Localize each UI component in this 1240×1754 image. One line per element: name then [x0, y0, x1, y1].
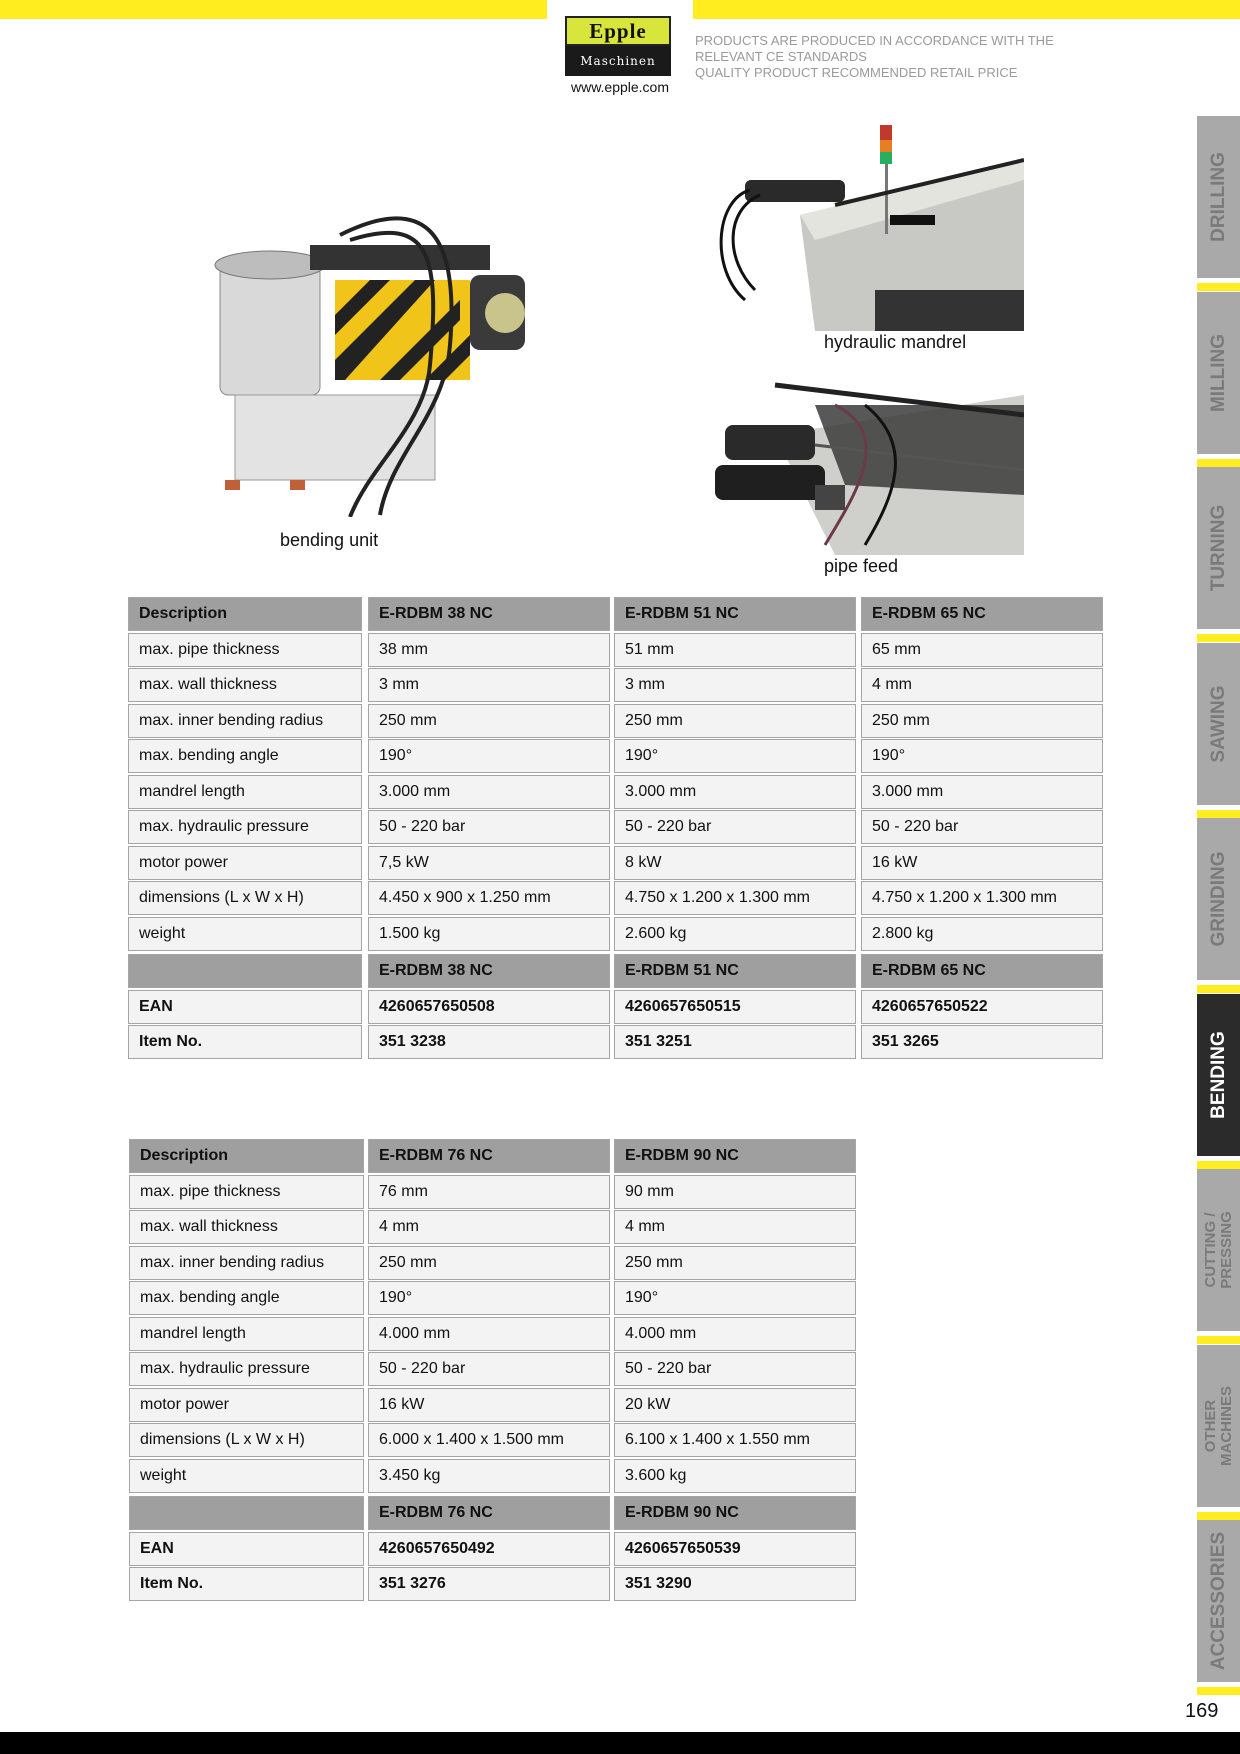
spec-value: 4.750 x 1.200 x 1.300 mm — [861, 881, 1103, 915]
model-header: E-RDBM 38 NC — [368, 597, 610, 631]
spec-value: 190° — [368, 739, 610, 773]
pipe-feed-illustration — [715, 375, 1024, 555]
spec-value: 90 mm — [614, 1175, 856, 1209]
item-no-value: 351 3238 — [368, 1025, 610, 1059]
spec-label: max. inner bending radius — [129, 1246, 364, 1280]
logo-sub: Maschinen — [565, 46, 671, 76]
notice-line: RELEVANT CE STANDARDS — [695, 49, 867, 64]
spec-label: weight — [129, 1459, 364, 1493]
tab-accessories[interactable] — [1197, 1520, 1240, 1682]
model-order-header: E-RDBM 90 NC — [614, 1496, 856, 1530]
tab-turning[interactable] — [1197, 467, 1240, 629]
spec-value: 4.000 mm — [368, 1317, 610, 1351]
spec-value: 4 mm — [861, 668, 1103, 702]
spec-label: max. pipe thickness — [128, 633, 362, 667]
hydraulic-mandrel-photo — [715, 120, 1024, 331]
spec-value: 50 - 220 bar — [368, 810, 610, 844]
tab-other-machines[interactable] — [1197, 1345, 1240, 1507]
spec-label: max. bending angle — [128, 739, 362, 773]
spec-value: 76 mm — [368, 1175, 610, 1209]
spec-value: 190° — [614, 1281, 856, 1315]
notice-line: QUALITY PRODUCT RECOMMENDED RETAIL PRICE — [695, 65, 1018, 80]
spec-value: 4.450 x 900 x 1.250 mm — [368, 881, 610, 915]
spec-label: max. inner bending radius — [128, 704, 362, 738]
spec-value: 3.000 mm — [368, 775, 610, 809]
top-yellow-bar-right — [693, 0, 1240, 19]
spec-label: motor power — [128, 846, 362, 880]
tab-drilling[interactable] — [1197, 116, 1240, 278]
model-order-header: E-RDBM 51 NC — [614, 954, 856, 988]
bending-unit-caption: bending unit — [280, 530, 379, 550]
page-number: 169 — [1185, 1700, 1219, 1722]
tab-label: BENDING — [1207, 1031, 1229, 1119]
description-header: Description — [128, 597, 362, 631]
tab-label: GRINDING — [1207, 851, 1229, 947]
order-header-blank — [128, 954, 362, 988]
spec-value: 65 mm — [861, 633, 1103, 667]
model-header: E-RDBM 90 NC — [614, 1139, 856, 1173]
tab-label: OTHER MACHINES — [1201, 1385, 1235, 1467]
spec-value: 250 mm — [614, 704, 856, 738]
tab-sawing[interactable] — [1197, 643, 1240, 805]
spec-value: 7,5 kW — [368, 846, 610, 880]
hydraulic-mandrel-caption: hydraulic mandrel — [824, 332, 967, 352]
tab-label: DRILLING — [1207, 152, 1229, 242]
spec-value: 3.000 mm — [861, 775, 1103, 809]
ean-value: 4260657650515 — [614, 990, 856, 1024]
spec-value: 51 mm — [614, 633, 856, 667]
spec-value: 4.000 mm — [614, 1317, 856, 1351]
notice-line: PRODUCTS ARE PRODUCED IN ACCORDANCE WITH THE — [695, 33, 1054, 48]
spec-value: 190° — [368, 1281, 610, 1315]
tab-label: TURNING — [1207, 504, 1229, 592]
pipe-feed-caption: pipe feed — [824, 556, 899, 576]
spec-value: 50 - 220 bar — [614, 810, 856, 844]
spec-value: 250 mm — [614, 1246, 856, 1280]
item-no-label: Item No. — [128, 1025, 362, 1059]
spec-value: 3 mm — [614, 668, 856, 702]
tab-label: MILLING — [1207, 333, 1229, 413]
ce-notice — [695, 33, 1075, 81]
spec-label: max. wall thickness — [129, 1210, 364, 1244]
spec-value: 4 mm — [614, 1210, 856, 1244]
item-no-label: Item No. — [129, 1567, 364, 1601]
spec-label: mandrel length — [128, 775, 362, 809]
spec-label: max. wall thickness — [128, 668, 362, 702]
spec-label: dimensions (L x W x H) — [128, 881, 362, 915]
spec-value: 6.100 x 1.400 x 1.550 mm — [614, 1423, 856, 1457]
spec-value: 3.450 kg — [368, 1459, 610, 1493]
spec-value: 190° — [861, 739, 1103, 773]
item-no-value: 351 3276 — [368, 1567, 610, 1601]
spec-value: 2.800 kg — [861, 917, 1103, 951]
spec-value: 38 mm — [368, 633, 610, 667]
top-yellow-bar-left — [0, 0, 547, 19]
epple-logo — [565, 16, 675, 100]
tab-cutting-pressing[interactable] — [1197, 1169, 1240, 1331]
spec-value: 250 mm — [861, 704, 1103, 738]
spec-value: 50 - 220 bar — [368, 1352, 610, 1386]
pipe-feed-photo — [715, 375, 1024, 555]
description-header: Description — [129, 1139, 364, 1173]
spec-value: 3.000 mm — [614, 775, 856, 809]
ean-value: 4260657650539 — [614, 1532, 856, 1566]
spec-value: 190° — [614, 739, 856, 773]
spec-value: 16 kW — [861, 846, 1103, 880]
spec-value: 50 - 220 bar — [614, 1352, 856, 1386]
tab-bending[interactable] — [1197, 994, 1240, 1156]
spec-value: 8 kW — [614, 846, 856, 880]
spec-value: 4.750 x 1.200 x 1.300 mm — [614, 881, 856, 915]
spec-label: mandrel length — [129, 1317, 364, 1351]
ean-label: EAN — [128, 990, 362, 1024]
spec-label: motor power — [129, 1388, 364, 1422]
model-header: E-RDBM 76 NC — [368, 1139, 610, 1173]
spec-value: 50 - 220 bar — [861, 810, 1103, 844]
item-no-value: 351 3265 — [861, 1025, 1103, 1059]
spec-label: max. hydraulic pressure — [128, 810, 362, 844]
model-header: E-RDBM 65 NC — [861, 597, 1103, 631]
tab-label: CUTTING / PRESSING — [1201, 1211, 1235, 1289]
spec-value: 3 mm — [368, 668, 610, 702]
model-order-header: E-RDBM 38 NC — [368, 954, 610, 988]
model-header: E-RDBM 51 NC — [614, 597, 856, 631]
spec-label: max. bending angle — [129, 1281, 364, 1315]
ean-value: 4260657650492 — [368, 1532, 610, 1566]
spec-label: max. pipe thickness — [129, 1175, 364, 1209]
logo-brand: Epple — [565, 16, 671, 46]
spec-label: max. hydraulic pressure — [129, 1352, 364, 1386]
bending-unit-photo — [200, 195, 550, 517]
spec-value: 20 kW — [614, 1388, 856, 1422]
spec-label: dimensions (L x W x H) — [129, 1423, 364, 1457]
model-order-header: E-RDBM 76 NC — [368, 1496, 610, 1530]
tab-milling[interactable] — [1197, 292, 1240, 454]
bottom-black-bar — [0, 1732, 1240, 1754]
model-order-header: E-RDBM 65 NC — [861, 954, 1103, 988]
spec-value: 3.600 kg — [614, 1459, 856, 1493]
item-no-value: 351 3290 — [614, 1567, 856, 1601]
ean-value: 4260657650522 — [861, 990, 1103, 1024]
spec-label: weight — [128, 917, 362, 951]
spec-value: 250 mm — [368, 704, 610, 738]
spec-value: 4 mm — [368, 1210, 610, 1244]
spec-value: 2.600 kg — [614, 917, 856, 951]
order-header-blank — [129, 1496, 364, 1530]
spec-value: 250 mm — [368, 1246, 610, 1280]
ean-value: 4260657650508 — [368, 990, 610, 1024]
logo-url: www.epple.com — [570, 79, 670, 95]
tab-label: SAWING — [1207, 685, 1229, 763]
spec-value: 16 kW — [368, 1388, 610, 1422]
item-no-value: 351 3251 — [614, 1025, 856, 1059]
tab-grinding[interactable] — [1197, 818, 1240, 980]
spec-value: 1.500 kg — [368, 917, 610, 951]
ean-label: EAN — [129, 1532, 364, 1566]
hydraulic-mandrel-illustration — [715, 120, 1024, 331]
tab-label: ACCESSORIES — [1207, 1531, 1229, 1671]
bending-unit-illustration — [200, 195, 550, 517]
spec-value: 6.000 x 1.400 x 1.500 mm — [368, 1423, 610, 1457]
